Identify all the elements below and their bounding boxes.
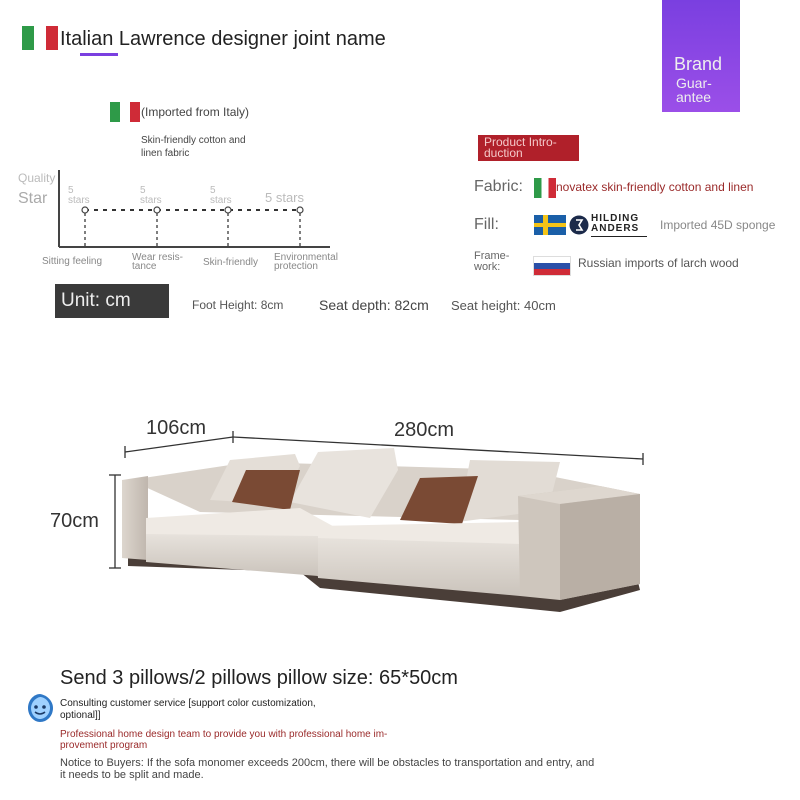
frame-value: Russian imports of larch wood [578,256,739,270]
consult-line-1: Consulting customer service [support color customization, [60,698,316,709]
pillow-info: Send 3 pillows/2 pillows pillow size: 65*50cm [60,667,458,689]
star-value-3: 5 stars [210,185,232,206]
quality-label: Quality [18,171,56,185]
design-line-2: provement program [60,740,148,751]
criterion-skin-friendly: Skin-friendly [203,257,259,268]
frame-label-1: Frame- [474,250,510,262]
unit-label: Unit: cm [61,290,131,311]
height-label: 70cm [50,510,99,532]
frame-label-2: work: [474,261,501,273]
page-title: Italian Lawrence designer joint name [60,28,386,50]
foot-height: Foot Height: 8cm [192,298,284,312]
hilding-anders-logo-icon [569,214,589,236]
star-label: Star [18,190,48,207]
star-point-1 [82,207,88,213]
italy-flag-icon [22,26,58,50]
depth-label: 106cm [146,417,207,439]
star-point-2 [154,207,160,213]
hilding-anders-brand [591,214,639,234]
italy-flag-icon [534,178,556,198]
quality-star-chart [55,166,335,254]
star-point-3 [225,207,231,213]
design-line-1: Professional home design team to provide you with professional home im- [60,729,388,740]
customer-service-icon [24,692,56,724]
criterion-wear-resistance-1: Wear resis- [132,252,183,263]
notice-line-2: it needs to be split and made. [60,769,204,781]
frame-label [474,251,509,273]
anders-label: ANDERS [591,223,640,234]
seat-cushion-front-1 [146,534,320,576]
fill-value: Imported 45D sponge [660,218,776,232]
fabric-desc-2: linen fabric [141,148,190,159]
fabric-label: Fabric: [474,178,523,195]
star-value-1: 5 stars [68,185,90,206]
italy-flag-icon [110,102,140,122]
guarantee-label-1: Guar- [676,75,712,91]
star-point-4 [297,207,303,213]
unit-box [55,284,169,318]
criterion-wear-resistance-2: tance [132,261,157,272]
consult-line-2: optional]] [60,710,101,721]
seat-height: Seat height: 40cm [451,298,556,313]
seat-depth: Seat depth: 82cm [319,297,429,313]
criterion-environmental-1: Environmental [274,252,338,263]
notice-line-1: Notice to Buyers: If the sofa monomer exceeds 200cm, there will be obstacles to transportation and entry, and [60,757,595,769]
title-underline [80,53,118,56]
fill-label: Fill: [474,216,499,233]
star-value-2: 5 stars [140,185,162,206]
consult-text [60,698,316,722]
product-intro-badge [478,135,579,161]
brand-label: Brand [674,54,723,74]
design-text [60,729,387,751]
hilding-label: HILDING [591,213,640,224]
length-label: 280cm [394,419,455,441]
brand-underline [591,236,647,237]
sweden-flag-icon [534,215,566,235]
criterion-sitting-feeling: Sitting feeling [42,256,103,267]
product-intro-label-1: Product Intro- [484,135,557,149]
product-intro-label-2: duction [484,146,523,160]
notice-text [60,757,594,781]
russia-flag-icon [533,256,571,276]
guarantee-label-2: antee [676,89,712,105]
star-value-4: 5 stars [265,190,305,205]
fabric-value: novatex skin-friendly cotton and linen [556,180,754,194]
criterion-environmental-2: protection [274,261,318,272]
imported-from-italy: (Imported from Italy) [141,105,250,119]
brand-guarantee-badge [662,0,740,112]
left-arm [122,476,148,560]
fabric-desc-1: Skin-friendly cotton and [141,135,246,146]
